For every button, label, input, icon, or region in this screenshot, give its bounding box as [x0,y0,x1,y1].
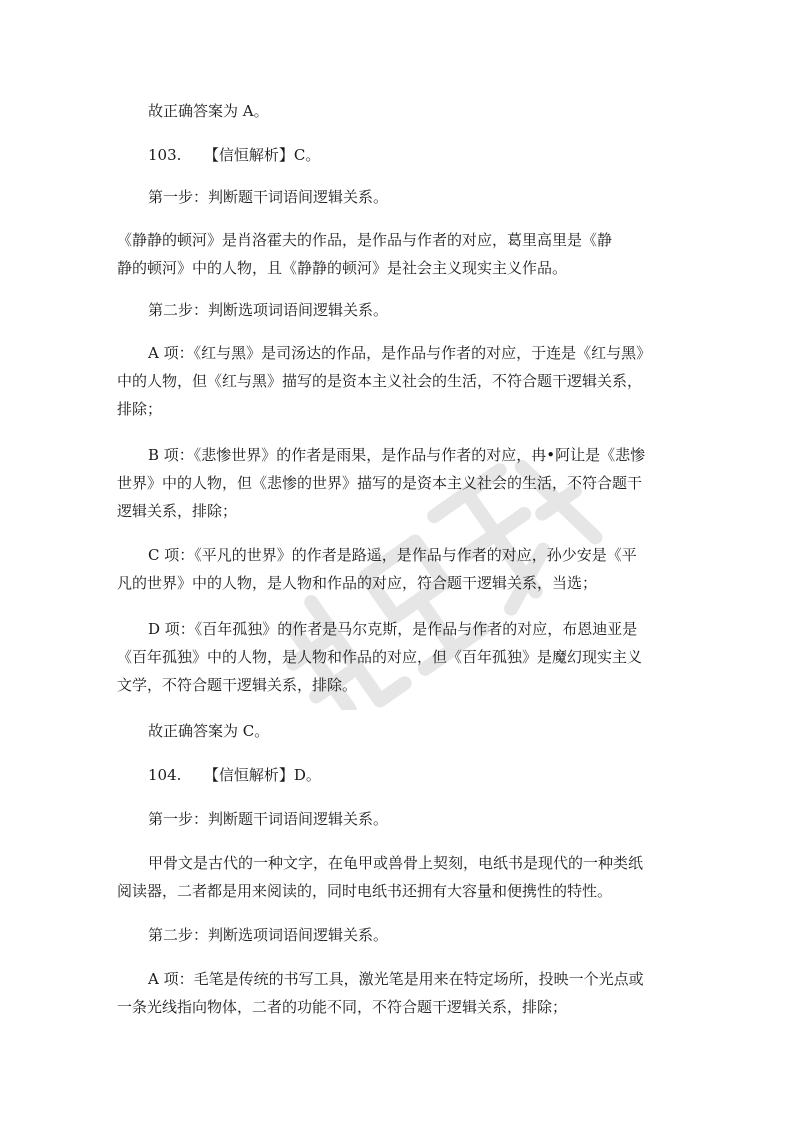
text-line: 静的顿河》中的人物，且《静静的顿河》是社会主义现实主义作品。 [117,259,568,277]
text-line: 《百年孤独》中的人物，是人物和作品的对应，但《百年孤独》是魔幻现实主义 [117,648,643,666]
text-line: 故正确答案为 A。 [148,102,269,120]
text-line: A 项：《红与黑》是司汤达的作品，是作品与作者的对应，于连是《红与黑》 [148,344,652,362]
text-line: 文学，不符合题干逻辑关系，排除。 [117,676,358,694]
text-line: 第一步：判断题干词语间逻辑关系。 [148,810,389,828]
text-line: 104. 【信恒解析】D。 [148,766,321,784]
text-line: 中的人物，但《红与黑》描写的是资本主义社会的生活，不符合题干逻辑关系， [117,372,643,390]
text-line: B 项：《悲惨世界》的作者是雨果，是作品与作者的对应，冉•阿让是《悲惨 [148,446,646,464]
text-line: 世界》中的人物，但《悲惨的世界》描写的是资本主义社会的生活，不符合题干 [117,474,643,492]
text-line: 排除； [117,400,163,418]
text-line: 第二步：判断选项词语间逻辑关系。 [148,301,389,319]
text-line: 第一步：判断题干词语间逻辑关系。 [148,188,389,206]
text-line: 阅读器，二者都是用来阅读的，同时电纸书还拥有大容量和便携性的特性。 [117,882,613,900]
text-line: 逻辑关系，排除； [117,502,238,520]
text-line: 103. 【信恒解析】C。 [148,146,321,164]
text-line: 凡的世界》中的人物，是人物和作品的对应，符合题干逻辑关系，当选； [117,574,598,592]
text-line: A 项：毛笔是传统的书写工具，激光笔是用来在特定场所，投映一个光点或 [148,970,644,988]
text-line: 故正确答案为 C。 [148,722,270,740]
text-line: 甲骨文是古代的一种文字，在龟甲或兽骨上契刻，电纸书是现代的一种类纸 [148,854,644,872]
text-line: C 项：《平凡的世界》的作者是路遥，是作品与作者的对应，孙少安是《平 [148,546,637,564]
text-line: 《静静的顿河》是肖洛霍夫的作品，是作品与作者的对应，葛里高里是《静 [117,231,613,249]
text-line: 一条光线指向物体，二者的功能不同，不符合题干逻辑关系，排除； [117,998,568,1016]
text-line: 第二步：判断选项词语间逻辑关系。 [148,926,389,944]
text-line: D 项：《百年孤独》的作者是马尔克斯，是作品与作者的对应，布恩迪亚是 [148,620,638,638]
